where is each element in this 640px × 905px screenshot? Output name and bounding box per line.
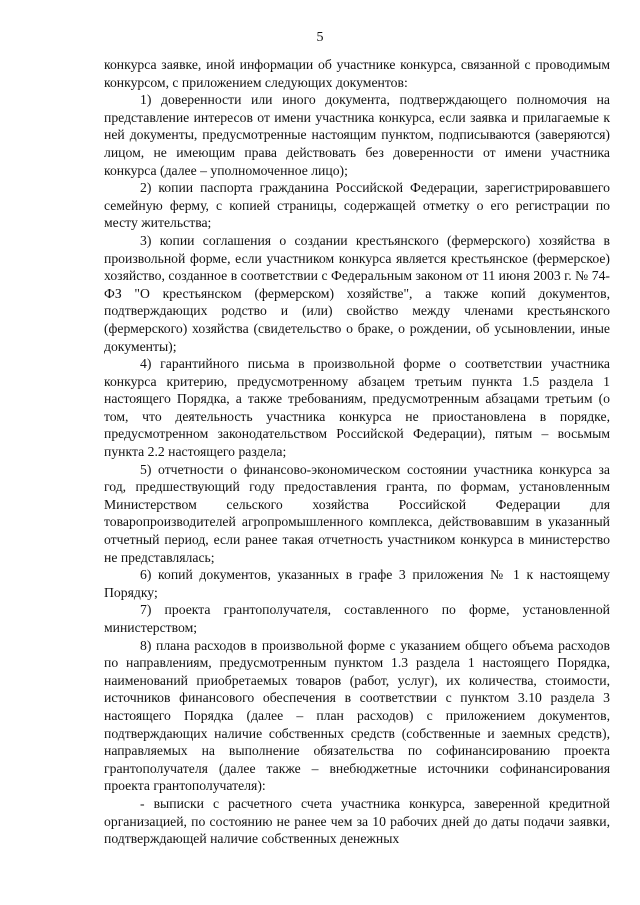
- list-item-6-document-copies: 6) копий документов, указанных в графе 3 приложения № 1 к настоящему Порядку;: [104, 567, 610, 600]
- list-item-2-passport-copy: 2) копии паспорта гражданина Российской Федерации, зарегистрировавшего семейную ферму, с копией страницы, содержащей отметку о его регистрации по месту жительства;: [104, 180, 610, 231]
- paragraph-continuation: конкурса заявке, иной информации об участнике конкурса, связанной с проводимым конкурсом, с приложением следующих документов:: [104, 57, 610, 90]
- document-body: [104, 56, 610, 848]
- list-item-5-financial-report: 5) отчетности о финансово-экономическом состоянии участника конкурса за год, предшествующий году предоставления гранта, по формам, установленным Министерством сельского хозяйства Российской Федерации для товаропроизводителей агропромышленного комплекса, действовавшим в указанный отчетный период, если ранее такая отчетность участником конкурса в министерство не представлялась;: [104, 461, 610, 565]
- list-item-4-guarantee-letter: 4) гарантийного письма в произвольной форме о соответствии участника конкурса критерию, предусмотренному абзацем третьим пункта 1.5 раздела 1 настоящего Порядка, а также требованиям, предусмотренным абзацами третьим (о том, что деятельность участника конкурса не приостановлена в порядке, предусмотренном законодательством Российской Федерации), пятым – восьмым пункта 2.2 настоящего раздела;: [104, 356, 610, 460]
- list-item-1-power-of-attorney: 1) доверенности или иного документа, подтверждающего полномочия на представление интересов от имени участника конкурса, если заявка и прилагаемые к ней документы, предусмотренные настоящим пунктом, подписываются (заверяются) лицом, не имеющим права действовать без доверенности от имени участника конкурса (далее – уполномоченное лицо);: [104, 92, 610, 178]
- list-item-7-grantee-project: 7) проекта грантополучателя, составленного по форме, установленной министерством;: [104, 602, 610, 635]
- list-item-3-farm-agreement: 3) копии соглашения о создании крестьянского (фермерского) хозяйства в произвольной форме, если участником конкурса является крестьянское (фермерское) хозяйство, созданное в соответствии с Федеральным законом от 11 июня 2003 г. № 74-ФЗ "О крестьянском (фермерском) хозяйстве", а также копий документов, подтверждающих родство и (или) свойство между членами крестьянского (фермерского) хозяйства (свидетельство о браке, о рождении, об усыновлении, иные документы);: [104, 232, 610, 354]
- list-item-8-expense-plan: 8) плана расходов в произвольной форме с указанием общего объема расходов по направлениям, предусмотренным пунктом 1.3 раздела 1 настоящего Порядка, наименований приобретаемых товаров (работ, услуг), их количества, стоимости, источников финансового обеспечения в соответствии с пунктом 3.10 раздела 3 настоящего Порядка (далее – план расходов) с приложением документов, подтверждающих наличие собственных средств (собственные и заемных средств), направляемых на выполнение обязательства по софинансированию проекта грантополучателя (далее также – внебюджетные источники софинансирования проекта грантополучателя):: [104, 637, 610, 794]
- sub-item-bank-statement: - выписки с расчетного счета участника конкурса, заверенной кредитной организацией, по состоянию не ранее чем за 10 рабочих дней до даты подачи заявки, подтверждающей наличие собственных денежных: [104, 795, 610, 847]
- page-number: 5: [316, 30, 324, 45]
